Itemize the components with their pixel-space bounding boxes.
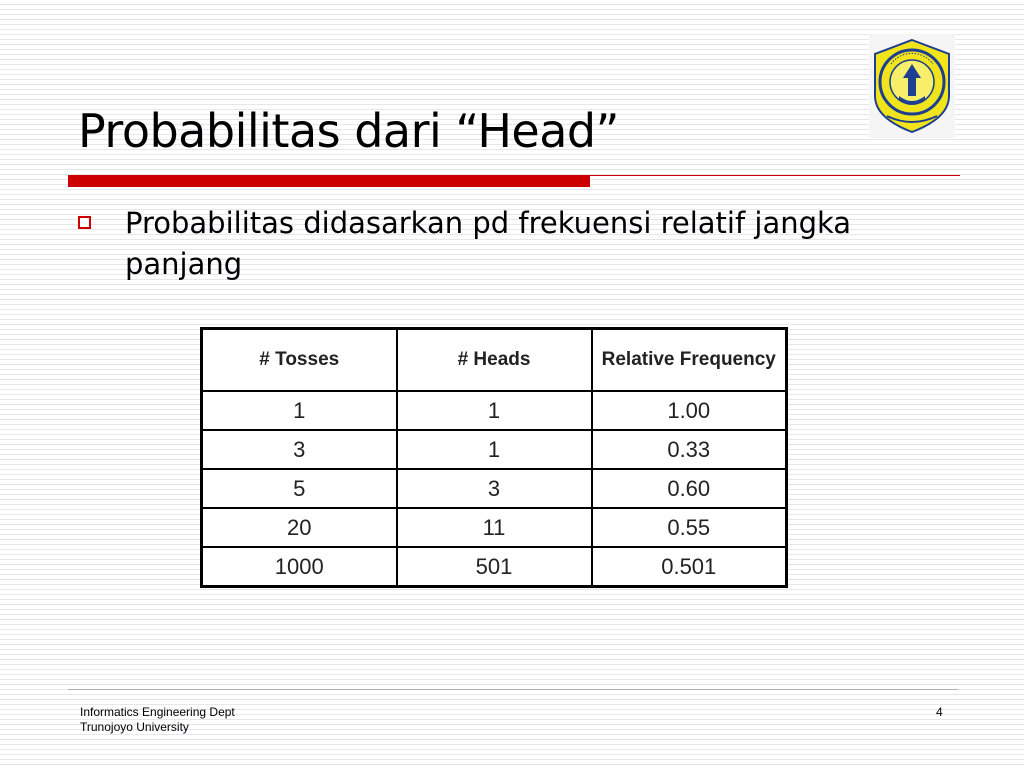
footer-line-2: Trunojoyo University — [80, 720, 189, 734]
cell-heads: 1 — [397, 391, 592, 430]
cell-relative-frequency: 1.00 — [592, 391, 787, 430]
cell-heads: 501 — [397, 547, 592, 587]
cell-relative-frequency: 0.55 — [592, 508, 787, 547]
title-underline-accent — [68, 175, 590, 187]
header-tosses: # Tosses — [202, 329, 397, 392]
table-header-row — [202, 329, 787, 392]
footer-line-1: Informatics Engineering Dept — [80, 705, 235, 719]
cell-heads: 3 — [397, 469, 592, 508]
frequency-table-container — [200, 327, 788, 588]
square-bullet-icon — [78, 216, 91, 229]
university-logo — [869, 34, 955, 138]
footer-divider — [68, 689, 958, 690]
table-row — [202, 391, 787, 430]
table-row — [202, 430, 787, 469]
header-heads: # Heads — [397, 329, 592, 392]
footer-department — [80, 705, 235, 735]
cell-tosses: 20 — [202, 508, 397, 547]
cell-heads: 1 — [397, 430, 592, 469]
cell-tosses: 3 — [202, 430, 397, 469]
cell-relative-frequency: 0.60 — [592, 469, 787, 508]
table-row — [202, 469, 787, 508]
frequency-table — [200, 327, 788, 588]
title-underline-thin — [590, 175, 960, 176]
university-seal-icon — [869, 34, 955, 138]
header-relative-frequency: Relative Frequency — [592, 329, 787, 392]
cell-relative-frequency: 0.33 — [592, 430, 787, 469]
cell-tosses: 1000 — [202, 547, 397, 587]
cell-heads: 11 — [397, 508, 592, 547]
table-row — [202, 508, 787, 547]
table-row — [202, 547, 787, 587]
page-number: 4 — [936, 705, 943, 719]
cell-tosses: 1 — [202, 391, 397, 430]
cell-tosses: 5 — [202, 469, 397, 508]
cell-relative-frequency: 0.501 — [592, 547, 787, 587]
bullet-text: Probabilitas didasarkan pd frekuensi relatif jangka panjang — [125, 206, 852, 281]
slide-title: Probabilitas dari “Head” — [78, 104, 619, 158]
